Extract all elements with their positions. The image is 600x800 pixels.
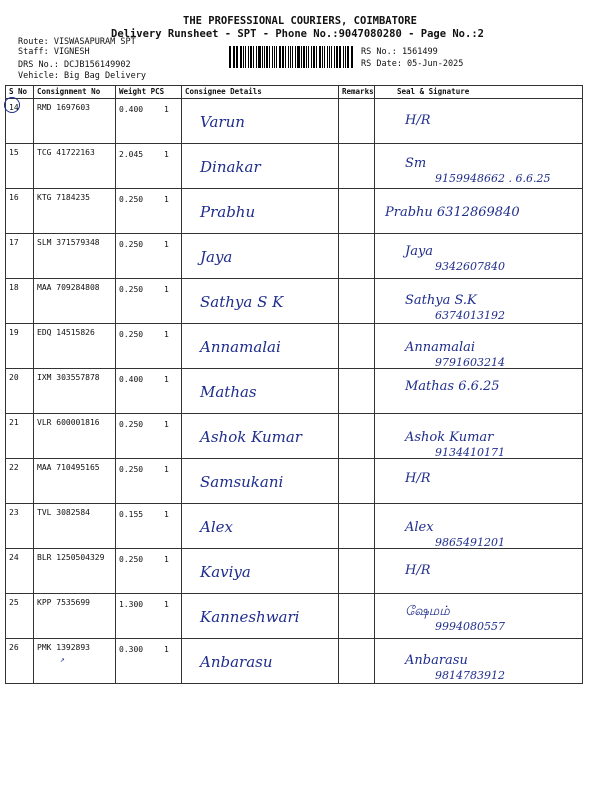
table-row: [6, 639, 583, 684]
cell-consignee: [182, 324, 339, 369]
consignment-number: VLR 600001816: [37, 418, 100, 427]
barcode-bar: [329, 46, 331, 68]
serial-number: 26: [9, 643, 19, 652]
signature: Prabhu 6312869840: [385, 205, 520, 220]
table-header-row: [6, 86, 583, 99]
cell-consignee: [182, 504, 339, 549]
barcode-bar: [345, 46, 346, 68]
cell-signature: [375, 549, 583, 594]
barcode-bar: [262, 46, 263, 68]
signature: Sm: [405, 156, 427, 171]
pcs-value: 1: [164, 420, 169, 429]
cell-sno: [6, 144, 34, 189]
cell-remarks: [339, 369, 375, 414]
consignment-number: PMK 1392893: [37, 643, 90, 652]
barcode-bar: [248, 46, 249, 68]
signature: H/R: [405, 113, 431, 128]
consignee-name: Varun: [200, 113, 245, 131]
serial-number: 24: [9, 553, 19, 562]
col-weight-pcs: [116, 86, 182, 99]
cell-consignee: [182, 144, 339, 189]
barcode-bar: [297, 46, 299, 68]
pcs-value: 1: [164, 645, 169, 654]
table-row: [6, 324, 583, 369]
cell-remarks: [339, 189, 375, 234]
serial-number: 21: [9, 418, 19, 427]
vehicle-label: Vehicle: Big Bag Delivery: [18, 71, 146, 81]
consignee-name: Alex: [200, 518, 233, 536]
consignee-name: Kaviya: [200, 563, 251, 581]
runsheet-title: Delivery Runsheet - SPT - Phone No.:9047080280 - Page No.:2: [111, 28, 484, 40]
barcode-bar: [288, 46, 289, 68]
signature: Mathas 6.6.25: [405, 379, 500, 394]
cell-sno: [6, 594, 34, 639]
serial-number: 22: [9, 463, 19, 472]
cell-signature: [375, 504, 583, 549]
cell-remarks: [339, 279, 375, 324]
cell-consignment: [34, 549, 116, 594]
table-row: [6, 279, 583, 324]
table-row: [6, 369, 583, 414]
col-seal: Seal & Signature: [375, 86, 583, 99]
barcode-bar: [234, 46, 235, 68]
cell-consignment: [34, 369, 116, 414]
barcode-bar: [240, 46, 242, 68]
consignee-name: Jaya: [200, 248, 233, 266]
barcode-bar: [351, 46, 352, 68]
cell-consignment: [34, 279, 116, 324]
barcode-bar: [266, 46, 268, 68]
cell-signature: [375, 639, 583, 684]
cell-weight: [116, 324, 182, 369]
weight-value: 0.400: [119, 105, 144, 114]
cell-signature: [375, 594, 583, 639]
serial-number: 18: [9, 283, 19, 292]
cell-sno: [6, 639, 34, 684]
barcode-bar: [306, 46, 307, 68]
col-consignment: Consignment No: [34, 86, 116, 99]
cell-weight: [116, 504, 182, 549]
consignment-number: TCG 41722163: [37, 148, 95, 157]
barcode-bar: [324, 46, 325, 68]
company-title: THE PROFESSIONAL COURIERS, COIMBATORE: [183, 15, 417, 27]
weight-value: 0.250: [119, 195, 144, 204]
consignee-name: Mathas: [200, 383, 257, 401]
pcs-value: 1: [164, 555, 169, 564]
barcode-bar: [245, 46, 246, 68]
barcode-bar: [301, 46, 302, 68]
barcode-bar: [295, 46, 296, 68]
route-label: Route: VISWASAPURAM SPT: [18, 37, 136, 47]
weight-value: 0.250: [119, 420, 144, 429]
cell-remarks: [339, 144, 375, 189]
cell-consignment: [34, 99, 116, 144]
cell-consignee: [182, 234, 339, 279]
barcode-bar: [253, 46, 255, 68]
rs-number: RS No.: 1561499: [361, 47, 438, 57]
consignment-number: BLR 1250504329: [37, 553, 105, 562]
cell-sno: [6, 414, 34, 459]
barcode-bar: [347, 46, 349, 68]
cell-weight: [116, 144, 182, 189]
signature: Sathya S.K: [405, 293, 477, 308]
barcode-bar: [334, 46, 335, 68]
pcs-value: 1: [164, 150, 169, 159]
cell-remarks: [339, 99, 375, 144]
signature: Jaya: [405, 244, 434, 259]
barcode-bar: [339, 46, 341, 68]
cell-consignment: [34, 594, 116, 639]
cell-signature: [375, 234, 583, 279]
col-weight: Weight: [119, 87, 147, 96]
cell-weight: [116, 234, 182, 279]
cell-consignee: [182, 594, 339, 639]
pcs-value: 1: [164, 600, 169, 609]
cell-remarks: [339, 234, 375, 279]
col-remarks: Remarks: [339, 86, 375, 99]
drs-label: DRS No.: DCJB156149902: [18, 60, 131, 70]
consignment-number: RMD 1697603: [37, 103, 90, 112]
cell-remarks: [339, 639, 375, 684]
consignment-number: MAA 710495165: [37, 463, 100, 472]
table-row: [6, 144, 583, 189]
cell-weight: [116, 189, 182, 234]
consignee-name: Kanneshwari: [200, 608, 300, 626]
cell-remarks: [339, 549, 375, 594]
signature: Alex: [405, 520, 434, 535]
weight-value: 0.250: [119, 555, 144, 564]
signature: ஷேமம்: [405, 604, 450, 619]
table-row: [6, 189, 583, 234]
pcs-value: 1: [164, 105, 169, 114]
cell-weight: [116, 549, 182, 594]
cell-consignment: [34, 324, 116, 369]
table-row: [6, 459, 583, 504]
serial-number: 19: [9, 328, 19, 337]
cell-weight: [116, 369, 182, 414]
weight-value: 0.250: [119, 285, 144, 294]
signature-phone: 9134410171: [435, 446, 505, 459]
pcs-value: 1: [164, 510, 169, 519]
signature: H/R: [405, 471, 431, 486]
barcode-bar: [322, 46, 323, 68]
signature: Anbarasu: [405, 653, 468, 668]
cell-weight: [116, 414, 182, 459]
cell-consignment: [34, 639, 116, 684]
barcode-bar: [229, 46, 231, 68]
cell-weight: [116, 279, 182, 324]
barcode-bar: [250, 46, 252, 68]
pcs-value: 1: [164, 240, 169, 249]
barcode-bar: [303, 46, 305, 68]
cell-consignee: [182, 99, 339, 144]
barcode-bar: [279, 46, 281, 68]
cell-signature: [375, 189, 583, 234]
cell-consignment: [34, 414, 116, 459]
cell-consignee: [182, 189, 339, 234]
barcode-bar: [336, 46, 338, 68]
cell-remarks: [339, 504, 375, 549]
barcode-bar: [352, 46, 353, 68]
cell-consignment: [34, 459, 116, 504]
cell-signature: [375, 459, 583, 504]
consignee-name: Samsukani: [200, 473, 284, 491]
cell-consignee: [182, 459, 339, 504]
consignee-name: Sathya S K: [200, 293, 284, 311]
table-row: [6, 549, 583, 594]
barcode-bar: [282, 46, 284, 68]
staff-label: Staff: VIGNESH: [18, 47, 90, 57]
rs-date: RS Date: 05-Jun-2025: [361, 59, 464, 69]
pcs-value: 1: [164, 465, 169, 474]
pen-mark: ↗: [60, 655, 65, 664]
cell-sno: [6, 234, 34, 279]
cell-consignee: [182, 369, 339, 414]
serial-number: 14: [9, 103, 19, 112]
weight-value: 0.250: [119, 240, 144, 249]
weight-value: 1.300: [119, 600, 144, 609]
signature-phone: 9159948662 . 6.6.25: [435, 172, 551, 185]
cell-signature: [375, 414, 583, 459]
pcs-value: 1: [164, 375, 169, 384]
cell-weight: [116, 639, 182, 684]
barcode-bar: [319, 46, 321, 68]
consignee-name: Prabhu: [200, 203, 256, 221]
cell-signature: [375, 369, 583, 414]
table-row: [6, 414, 583, 459]
consignee-name: Anbarasu: [200, 653, 273, 671]
serial-number: 15: [9, 148, 19, 157]
table-row: [6, 594, 583, 639]
cell-consignment: [34, 189, 116, 234]
barcode-bar: [343, 46, 344, 68]
consignee-name: Annamalai: [200, 338, 281, 356]
weight-value: 0.250: [119, 465, 144, 474]
cell-sno: [6, 99, 34, 144]
cell-sno: [6, 459, 34, 504]
barcode-bar: [308, 46, 309, 68]
cell-sno: [6, 549, 34, 594]
barcode-bar: [276, 46, 277, 68]
cell-consignment: [34, 144, 116, 189]
signature: Ashok Kumar: [405, 430, 494, 445]
consignment-number: KPP 7535699: [37, 598, 90, 607]
consignment-number: KTG 7184235: [37, 193, 90, 202]
barcode-bar: [233, 46, 234, 68]
cell-consignee: [182, 549, 339, 594]
cell-remarks: [339, 324, 375, 369]
pcs-value: 1: [164, 330, 169, 339]
cell-weight: [116, 594, 182, 639]
signature-phone: 6374013192: [435, 309, 505, 322]
cell-remarks: [339, 594, 375, 639]
cell-sno: [6, 189, 34, 234]
cell-signature: [375, 99, 583, 144]
pcs-value: 1: [164, 195, 169, 204]
consignment-number: IXM 303557878: [37, 373, 100, 382]
weight-value: 0.400: [119, 375, 144, 384]
barcode-bar: [272, 46, 274, 68]
weight-value: 0.250: [119, 330, 144, 339]
consignee-name: Ashok Kumar: [200, 428, 302, 446]
barcode-bar: [256, 46, 257, 68]
consignment-number: SLM 371579348: [37, 238, 100, 247]
barcode-bar: [274, 46, 275, 68]
consignment-number: MAA 709284808: [37, 283, 100, 292]
signature: Annamalai: [405, 340, 476, 355]
barcode-bar: [243, 46, 244, 68]
signature-phone: 9814783912: [435, 669, 505, 682]
table-row: [6, 99, 583, 144]
cell-signature: [375, 324, 583, 369]
col-sno: S No: [6, 86, 34, 99]
cell-consignment: [34, 504, 116, 549]
cell-weight: [116, 459, 182, 504]
col-consignee: Consignee Details: [182, 86, 339, 99]
table-row: [6, 504, 583, 549]
barcode-bar: [327, 46, 328, 68]
barcode-bar: [290, 46, 292, 68]
table-row: [6, 234, 583, 279]
weight-value: 0.155: [119, 510, 144, 519]
cell-signature: [375, 279, 583, 324]
signature-phone: 9994080557: [435, 620, 505, 633]
consignee-name: Dinakar: [200, 158, 261, 176]
cell-sno: [6, 369, 34, 414]
cell-sno: [6, 324, 34, 369]
barcode-image: [229, 46, 354, 68]
signature-phone: 9865491201: [435, 536, 505, 549]
consignment-number: TVL 3082584: [37, 508, 90, 517]
cell-consignee: [182, 414, 339, 459]
signature: H/R: [405, 563, 431, 578]
weight-value: 0.300: [119, 645, 144, 654]
cell-signature: [375, 144, 583, 189]
barcode-bar: [316, 46, 317, 68]
cell-consignee: [182, 639, 339, 684]
serial-number: 25: [9, 598, 19, 607]
weight-value: 2.045: [119, 150, 144, 159]
barcode-bar: [264, 46, 265, 68]
cell-remarks: [339, 414, 375, 459]
cell-consignment: [34, 234, 116, 279]
pcs-value: 1: [164, 285, 169, 294]
runsheet-table: [5, 85, 583, 684]
signature-phone: 9791603214: [435, 356, 505, 369]
cell-sno: [6, 504, 34, 549]
barcode-bar: [258, 46, 260, 68]
barcode-bar: [269, 46, 270, 68]
cell-consignee: [182, 279, 339, 324]
barcode-bar: [285, 46, 286, 68]
cell-sno: [6, 279, 34, 324]
consignment-number: EDQ 14515826: [37, 328, 95, 337]
cell-weight: [116, 99, 182, 144]
col-pcs: PCS: [150, 87, 165, 96]
serial-number: 20: [9, 373, 19, 382]
barcode-bar: [311, 46, 313, 68]
serial-number: 23: [9, 508, 19, 517]
barcode-bar: [313, 46, 315, 68]
signature-phone: 9342607840: [435, 260, 505, 273]
barcode-bar: [236, 46, 238, 68]
barcode-bar: [292, 46, 293, 68]
serial-number: 16: [9, 193, 19, 202]
serial-number: 17: [9, 238, 19, 247]
cell-remarks: [339, 459, 375, 504]
barcode-bar: [331, 46, 332, 68]
